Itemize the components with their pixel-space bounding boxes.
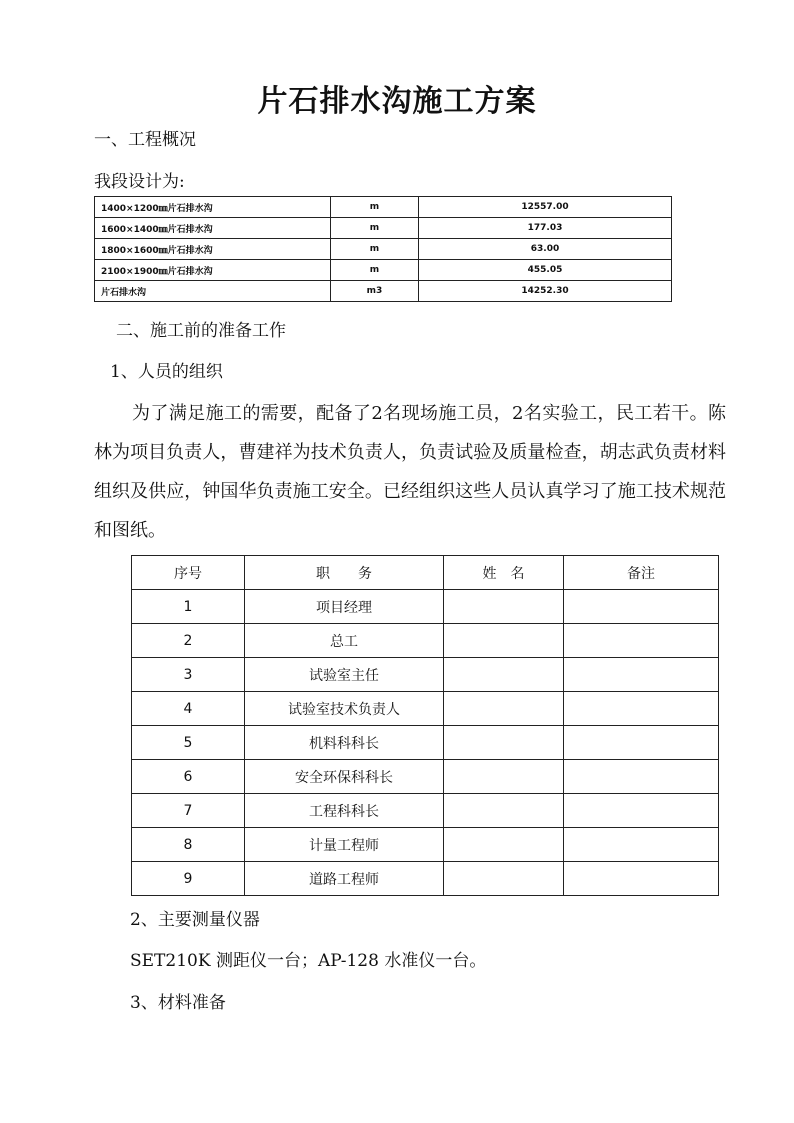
role-cell: 道路工程师: [245, 862, 444, 896]
number-cell: 5: [132, 726, 245, 760]
item-cell: 1400×1200㎜片石排水沟: [95, 197, 331, 218]
table-row: [132, 862, 719, 896]
item-cell: 片石排水沟: [95, 281, 331, 302]
column-header-name: 姓 名: [444, 556, 564, 590]
number-cell: 1: [132, 590, 245, 624]
note-cell: [564, 692, 719, 726]
table-row: [132, 794, 719, 828]
table-row: [95, 260, 672, 281]
number-cell: 8: [132, 828, 245, 862]
note-cell: [564, 760, 719, 794]
unit-cell: m: [331, 239, 419, 260]
name-cell: [444, 726, 564, 760]
name-cell: [444, 692, 564, 726]
note-cell: [564, 726, 719, 760]
name-cell: [444, 828, 564, 862]
table-row: [95, 197, 672, 218]
section-heading-overview: 一、工程概况: [94, 130, 196, 150]
name-cell: [444, 760, 564, 794]
staff-table: [131, 555, 719, 896]
name-cell: [444, 658, 564, 692]
unit-cell: m3: [331, 281, 419, 302]
note-cell: [564, 794, 719, 828]
column-header-number: 序号: [132, 556, 245, 590]
section-heading-preparation: 二、施工前的准备工作: [116, 321, 286, 341]
item-cell: 1600×1400㎜片石排水沟: [95, 218, 331, 239]
instruments-text: SET210K 测距仪一台；AP-128 水准仪一台。: [130, 951, 487, 971]
value-cell: 455.05: [419, 260, 672, 281]
role-cell: 试验室主任: [245, 658, 444, 692]
subheading-staffing: 1、人员的组织: [110, 362, 223, 382]
intro-text: 我段设计为:: [94, 172, 185, 192]
unit-cell: m: [331, 218, 419, 239]
name-cell: [444, 794, 564, 828]
item-cell: 1800×1600㎜片石排水沟: [95, 239, 331, 260]
name-cell: [444, 590, 564, 624]
role-cell: 试验室技术负责人: [245, 692, 444, 726]
table-row: [132, 726, 719, 760]
quantities-table: [94, 196, 672, 302]
role-cell: 项目经理: [245, 590, 444, 624]
document-title: 片石排水沟施工方案: [257, 84, 537, 119]
number-cell: 2: [132, 624, 245, 658]
item-cell: 2100×1900㎜片石排水沟: [95, 260, 331, 281]
table-row: [95, 281, 672, 302]
subheading-materials: 3、材料准备: [130, 993, 226, 1013]
value-cell: 63.00: [419, 239, 672, 260]
name-cell: [444, 624, 564, 658]
role-cell: 工程科科长: [245, 794, 444, 828]
number-cell: 7: [132, 794, 245, 828]
table-row: [132, 692, 719, 726]
number-cell: 4: [132, 692, 245, 726]
note-cell: [564, 624, 719, 658]
role-cell: 安全环保科科长: [245, 760, 444, 794]
table-header-row: [132, 556, 719, 590]
unit-cell: m: [331, 260, 419, 281]
number-cell: 9: [132, 862, 245, 896]
value-cell: 12557.00: [419, 197, 672, 218]
note-cell: [564, 828, 719, 862]
role-cell: 总工: [245, 624, 444, 658]
staffing-paragraph: 为了满足施工的需要，配备了2名现场施工员，2名实验工，民工若干。陈林为项目负责人，曹建祥为技术负责人，负责试验及质量检查，胡志武负责材料组织及供应，钟国华负责施工安全。已经组织这些人员认真学习了施工技术规范和图纸。: [94, 403, 726, 541]
number-cell: 3: [132, 658, 245, 692]
role-cell: 计量工程师: [245, 828, 444, 862]
table-row: [95, 239, 672, 260]
value-cell: 14252.30: [419, 281, 672, 302]
value-cell: 177.03: [419, 218, 672, 239]
table-row: [95, 218, 672, 239]
note-cell: [564, 862, 719, 896]
number-cell: 6: [132, 760, 245, 794]
unit-cell: m: [331, 197, 419, 218]
table-row: [132, 760, 719, 794]
name-cell: [444, 862, 564, 896]
note-cell: [564, 590, 719, 624]
table-row: [132, 590, 719, 624]
note-cell: [564, 658, 719, 692]
subheading-instruments: 2、主要测量仪器: [130, 910, 260, 930]
column-header-role: 职 务: [245, 556, 444, 590]
role-cell: 机料科科长: [245, 726, 444, 760]
table-row: [132, 658, 719, 692]
table-row: [132, 624, 719, 658]
column-header-note: 备注: [564, 556, 719, 590]
table-row: [132, 828, 719, 862]
